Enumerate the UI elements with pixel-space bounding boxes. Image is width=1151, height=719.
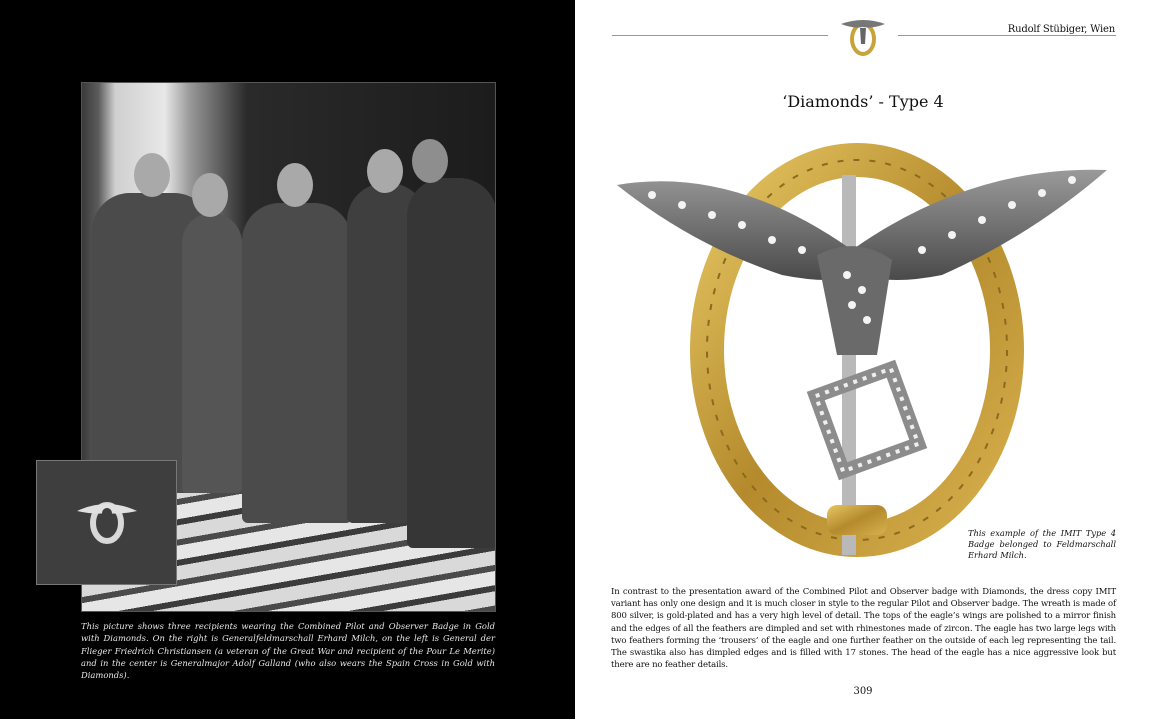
- header-rule-left: [612, 35, 828, 36]
- header-author: Rudolf Stübiger, Wien: [1007, 24, 1115, 35]
- page-number: 309: [853, 686, 873, 697]
- body-text: In contrast to the presentation award of the Combined Pilot and Observer badge with Diamonds, the dress copy IMIT variant has only one design and it is much closer in style to the regular Pilot and Observer badge. The wreath is made of 800 silver, is gold-plated and has a very high level of detail. The tops of the eagle’s wings are polished to a mirror finish and the edges of all the feathers are dimpled and set with rhinestones made of zircon. The eagle has two large legs with two feathers forming the ‘trousers’ of the eagle and one further feather on the outside of each leg representing the tail. The swastika also has dimpled edges and is filled with 17 stones. The head of the eagle has a nice aggressive look but there are no feather details.: [611, 587, 1116, 671]
- photo-head: [277, 163, 313, 207]
- section-title: ‘Diamonds’ - Type 4: [782, 92, 944, 111]
- photo-head: [134, 153, 170, 197]
- pilot-badge-icon: [75, 489, 139, 549]
- header-rule-right: [898, 35, 1116, 36]
- photo-caption: This picture shows three recipients wearing the Combined Pilot and Observer Badge in Gold with Diamonds. On the right is Generalfeldmarschall Erhard Milch, on the left is General der Flieger Friedrich Christiansen (a veteran of the Great War and recipient of the Pour Le Merite) and in the center is Generalmajor Adolf Galland (who also wears the Spain Cross in Gold with Diamonds).: [81, 621, 495, 681]
- left-page: [0, 0, 575, 719]
- badge-closeup-inset: [36, 460, 177, 585]
- diamond-pilot-observer-badge-image: [612, 125, 1112, 565]
- photo-head: [412, 139, 448, 183]
- pilot-badge-logo-icon: [840, 14, 886, 58]
- badge-caption: This example of the IMIT Type 4 Badge belonged to Feldmarschall Erhard Milch.: [968, 528, 1116, 561]
- photo-figure: [407, 178, 496, 548]
- photo-figure: [242, 203, 352, 523]
- photo-head: [192, 173, 228, 217]
- photo-figure: [182, 213, 242, 493]
- photo-head: [367, 149, 403, 193]
